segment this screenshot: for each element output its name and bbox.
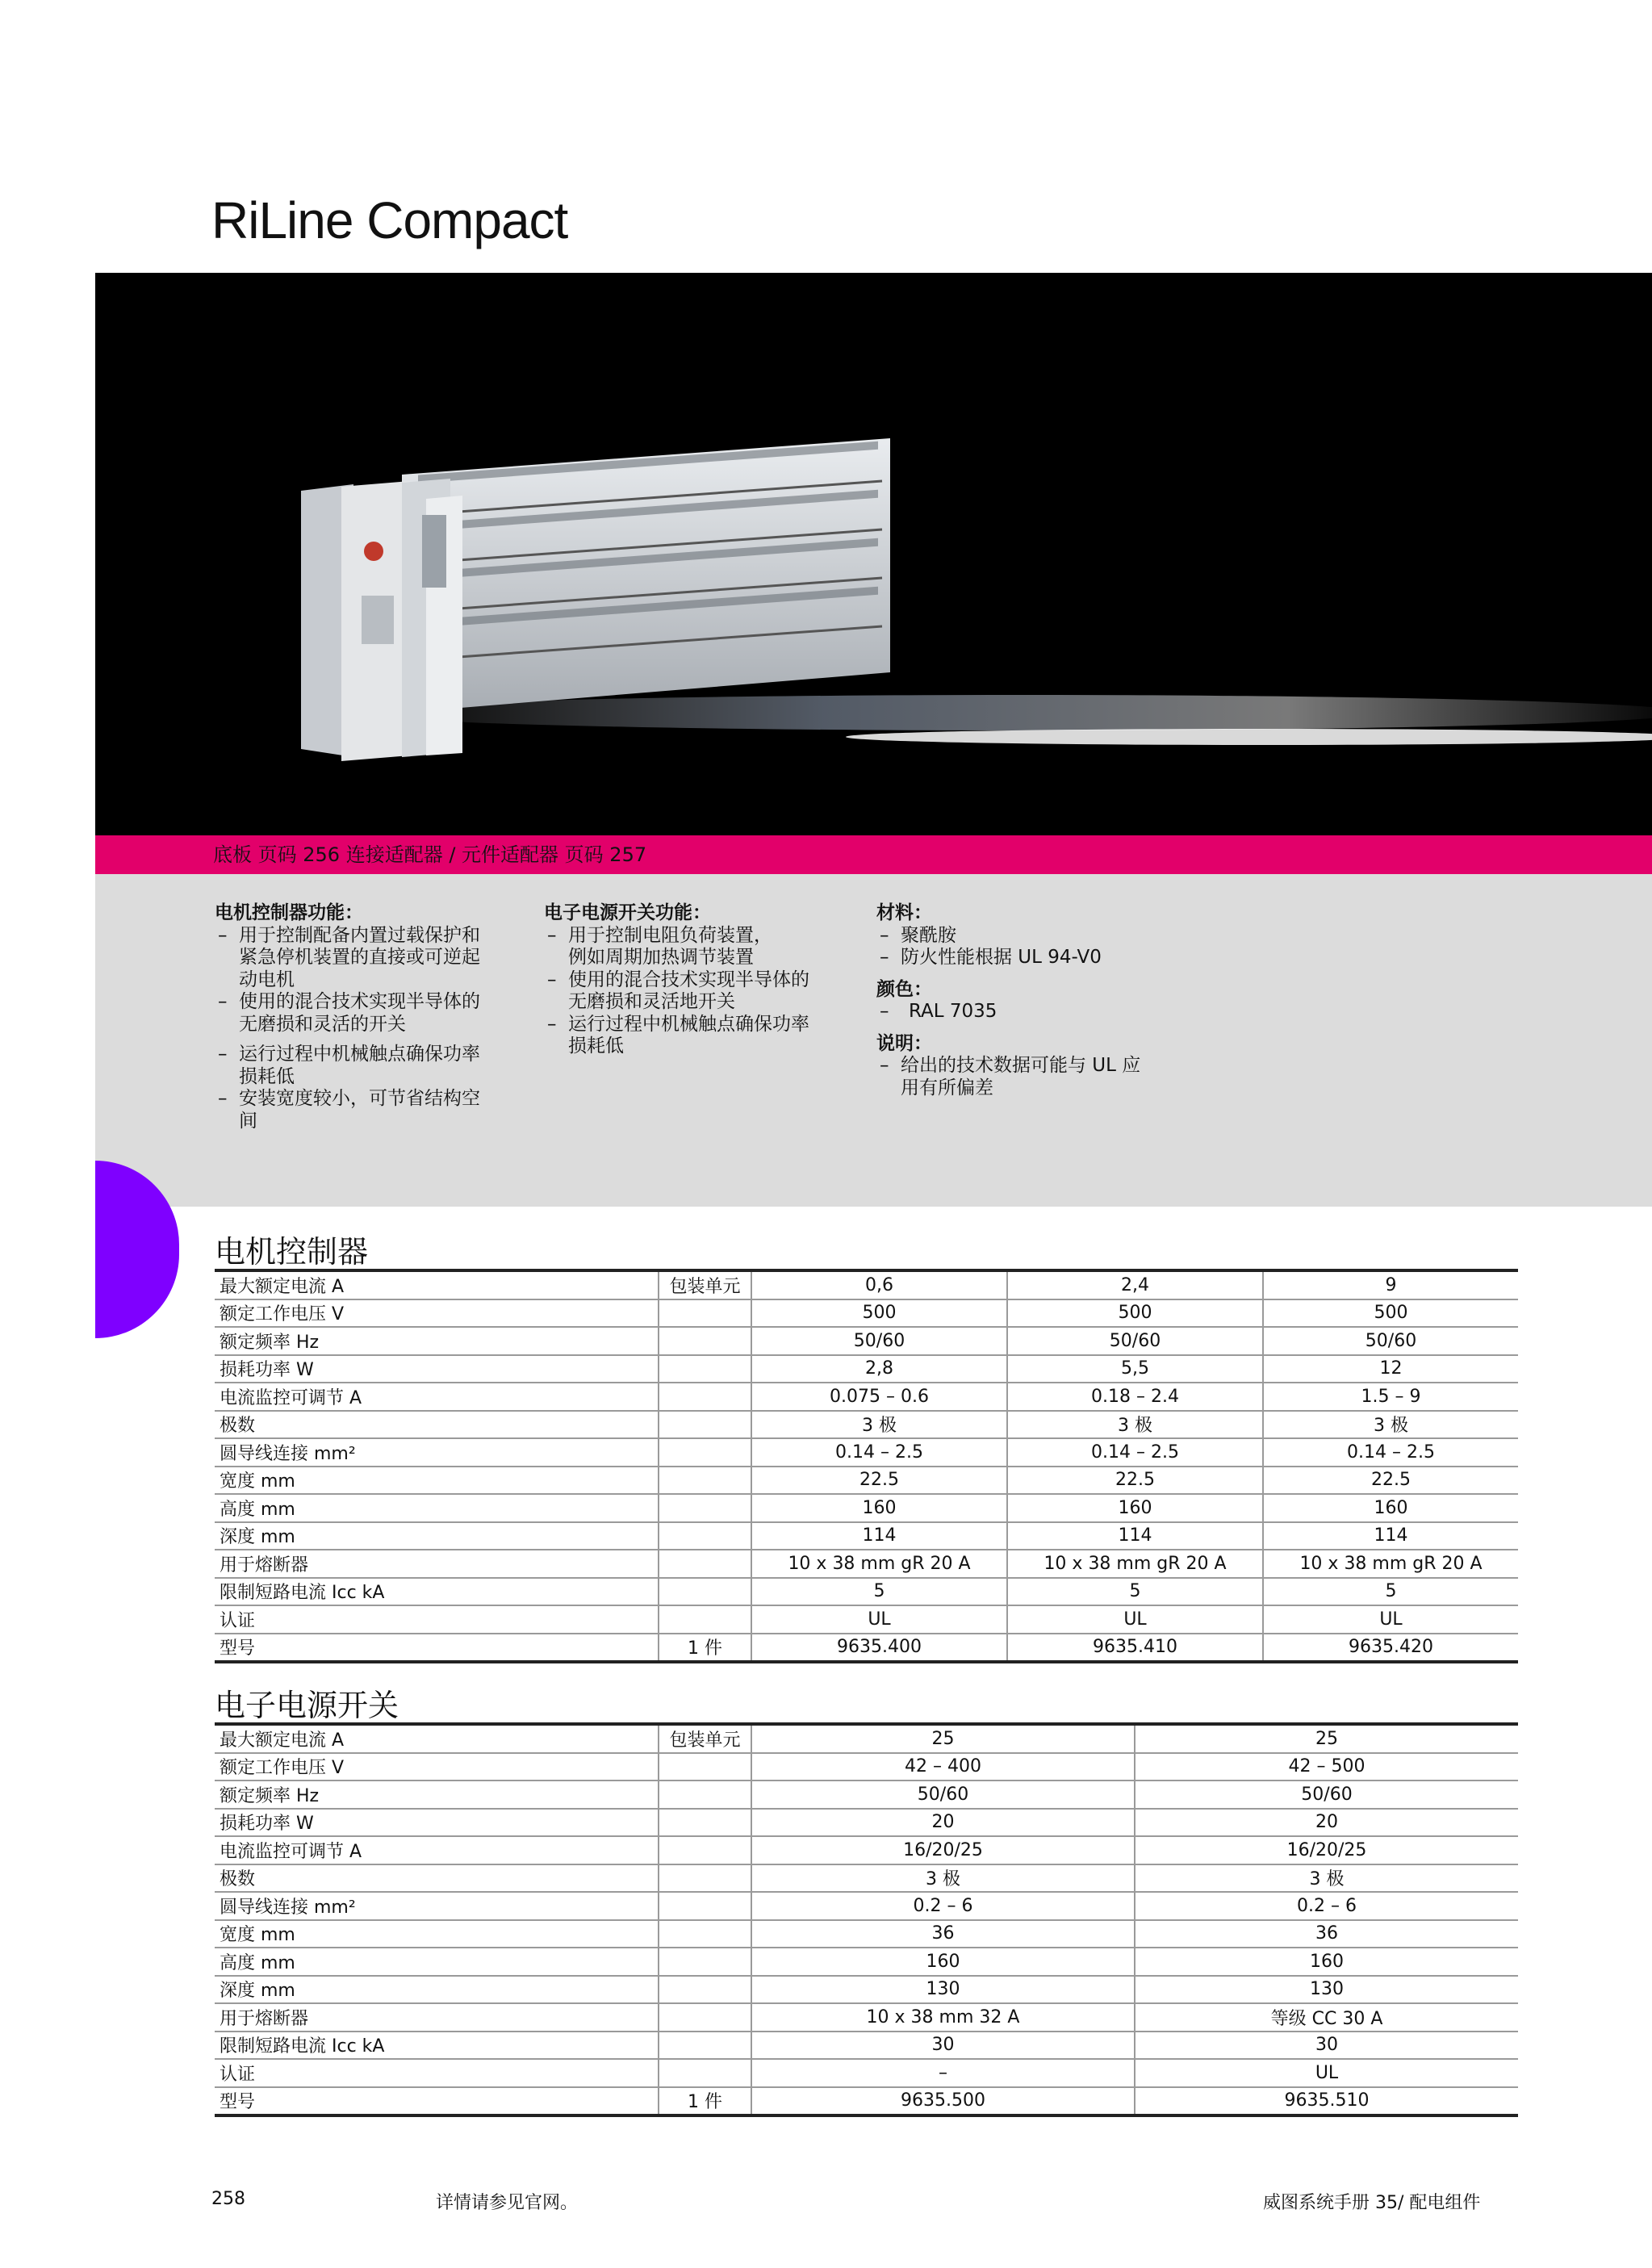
value-cell: 50/60 — [1007, 1327, 1263, 1355]
row-label: 用于熔断器 — [215, 2003, 659, 2032]
row-label: 高度 mm — [215, 1494, 659, 1522]
value-cell: 30 — [751, 2032, 1135, 2060]
value-cell: 10 x 38 mm gR 20 A — [1263, 1550, 1518, 1578]
value-cell: 5,5 — [1007, 1355, 1263, 1383]
pack-unit-cell — [659, 1299, 751, 1328]
row-label: 深度 mm — [215, 1522, 659, 1550]
row-label: 损耗功率 W — [215, 1355, 659, 1383]
value-cell: 0.075 – 0.6 — [751, 1383, 1007, 1411]
power-feature-item: – 运行过程中机械触点确保功率 损耗低 — [544, 1014, 851, 1058]
value-cell: 130 — [1135, 1976, 1518, 2004]
table-row — [215, 1411, 1518, 1439]
table-row — [215, 1355, 1518, 1383]
table-row — [215, 1724, 1518, 1753]
pack-unit-cell — [659, 1605, 751, 1634]
value-cell: 1.5 – 9 — [1263, 1383, 1518, 1411]
value-cell: 9635.420 — [1263, 1634, 1518, 1663]
value-cell: 42 – 400 — [751, 1753, 1135, 1781]
table-row — [215, 1809, 1518, 1837]
value-cell: 50/60 — [1135, 1781, 1518, 1809]
material-item: – 聚酰胺 — [876, 925, 1199, 948]
value-cell: 0.2 – 6 — [751, 1892, 1135, 1920]
value-cell: 16/20/25 — [751, 1836, 1135, 1864]
row-label: 最大额定电流 A — [215, 1724, 659, 1753]
cross-reference-band: 底板 页码 256 连接适配器 / 元件适配器 页码 257 — [95, 835, 1652, 874]
value-cell: 9635.410 — [1007, 1634, 1263, 1663]
value-cell: 160 — [751, 1494, 1007, 1522]
value-cell: UL — [1007, 1605, 1263, 1634]
value-cell: 5 — [1263, 1578, 1518, 1606]
pack-unit-cell — [659, 1892, 751, 1920]
pack-unit-cell — [659, 1467, 751, 1495]
table-row — [215, 1781, 1518, 1809]
value-cell: 等级 CC 30 A — [1135, 2003, 1518, 2032]
value-cell: 3 极 — [1135, 1864, 1518, 1893]
value-cell: 500 — [1263, 1299, 1518, 1328]
table-row — [215, 1383, 1518, 1411]
power-features-heading: 电子电源开关功能： — [544, 902, 711, 923]
pack-unit-cell — [659, 1836, 751, 1864]
value-cell: 30 — [1135, 2032, 1518, 2060]
row-label: 最大额定电流 A — [215, 1270, 659, 1299]
pack-unit-cell — [659, 1494, 751, 1522]
table-row — [215, 1494, 1518, 1522]
pack-unit-cell — [659, 1327, 751, 1355]
pack-unit-cell — [659, 1920, 751, 1948]
value-cell: 12 — [1263, 1355, 1518, 1383]
value-cell: 22.5 — [1263, 1467, 1518, 1495]
value-cell: 0.18 – 2.4 — [1007, 1383, 1263, 1411]
value-cell: 10 x 38 mm gR 20 A — [751, 1550, 1007, 1578]
table-row — [215, 2003, 1518, 2032]
table-row — [215, 1976, 1518, 2004]
table-row — [215, 2032, 1518, 2060]
value-cell: 16/20/25 — [1135, 1836, 1518, 1864]
value-cell: 22.5 — [1007, 1467, 1263, 1495]
pack-unit-cell — [659, 1976, 751, 2004]
value-cell: 3 极 — [751, 1411, 1007, 1439]
pack-unit-cell — [659, 1948, 751, 1976]
table-row — [215, 1270, 1518, 1299]
pack-unit-cell — [659, 1355, 751, 1383]
value-cell: 25 — [1135, 1724, 1518, 1753]
table-row — [215, 2059, 1518, 2087]
value-cell: 50/60 — [751, 1327, 1007, 1355]
value-cell: 160 — [1007, 1494, 1263, 1522]
table-row — [215, 1605, 1518, 1634]
row-label: 圆导线连接 mm² — [215, 1892, 659, 1920]
table-row — [215, 1467, 1518, 1495]
table-row — [215, 1522, 1518, 1550]
motor-feature-item: – 用于控制配备内置过载保护和 紧急停机装置的直接或可逆起 动电机 — [215, 925, 521, 992]
table-row — [215, 1920, 1518, 1948]
table-row — [215, 1438, 1518, 1467]
row-label: 认证 — [215, 2059, 659, 2087]
material-info — [876, 902, 1199, 1099]
row-label: 深度 mm — [215, 1976, 659, 2004]
value-cell: 42 – 500 — [1135, 1753, 1518, 1781]
table-row — [215, 1634, 1518, 1663]
motor-features-heading: 电机控制器功能： — [215, 902, 363, 923]
product-photo — [95, 273, 1652, 835]
value-cell: 160 — [1263, 1494, 1518, 1522]
row-label: 圆导线连接 mm² — [215, 1438, 659, 1467]
value-cell: 5 — [751, 1578, 1007, 1606]
value-cell: 0.14 – 2.5 — [1007, 1438, 1263, 1467]
pack-unit-cell — [659, 1522, 751, 1550]
value-cell: 130 — [751, 1976, 1135, 2004]
table-row — [215, 1550, 1518, 1578]
row-label: 型号 — [215, 1634, 659, 1663]
value-cell: 114 — [1007, 1522, 1263, 1550]
power-feature-item: – 使用的混合技术实现半导体的 无磨损和灵活地开关 — [544, 969, 851, 1014]
pack-unit-cell — [659, 1753, 751, 1781]
table-row — [215, 1753, 1518, 1781]
value-cell: 10 x 38 mm 32 A — [751, 2003, 1135, 2032]
row-label: 限制短路电流 Icc kA — [215, 2032, 659, 2060]
pack-unit-cell — [659, 2032, 751, 2060]
value-cell: 0,6 — [751, 1270, 1007, 1299]
value-cell: 36 — [751, 1920, 1135, 1948]
pack-unit-cell — [659, 1781, 751, 1809]
value-cell: 5 — [1007, 1578, 1263, 1606]
value-cell: 2,8 — [751, 1355, 1007, 1383]
row-label: 损耗功率 W — [215, 1809, 659, 1837]
table-row — [215, 1948, 1518, 1976]
footer-note: 详情请参见官网。 — [436, 2193, 579, 2213]
value-cell: UL — [751, 1605, 1007, 1634]
value-cell: 9635.500 — [751, 2087, 1135, 2116]
row-label: 电流监控可调节 A — [215, 1836, 659, 1864]
row-label: 认证 — [215, 1605, 659, 1634]
value-cell: 160 — [1135, 1948, 1518, 1976]
power-spec-table — [215, 1722, 1518, 2117]
power-features — [544, 902, 851, 1058]
value-cell: 160 — [751, 1948, 1135, 1976]
value-cell: 114 — [751, 1522, 1007, 1550]
row-label: 宽度 mm — [215, 1920, 659, 1948]
value-cell: 3 极 — [1007, 1411, 1263, 1439]
value-cell: 10 x 38 mm gR 20 A — [1007, 1550, 1263, 1578]
pack-unit-cell — [659, 1411, 751, 1439]
note-item: – 给出的技术数据可能与 UL 应 用有所偏差 — [876, 1055, 1199, 1099]
pack-unit-cell — [659, 1550, 751, 1578]
motor-feature-item: – 安装宽度较小，可节省结构空 间 — [215, 1088, 521, 1132]
motor-table-heading: 电机控制器 — [215, 1234, 369, 1270]
color-item: – RAL 7035 — [876, 1001, 1199, 1023]
row-label: 限制短路电流 Icc kA — [215, 1578, 659, 1606]
value-cell: UL — [1263, 1605, 1518, 1634]
footer-catalog: 威图系统手册 35/ 配电组件 — [1263, 2193, 1481, 2213]
pack-unit-cell: 包装单元 — [659, 1724, 751, 1753]
value-cell: 3 极 — [751, 1864, 1135, 1893]
pack-unit-cell — [659, 1383, 751, 1411]
pack-unit-cell — [659, 1438, 751, 1467]
page-number: 258 — [211, 2189, 245, 2209]
value-cell: 500 — [1007, 1299, 1263, 1328]
table-row — [215, 1892, 1518, 1920]
table-row — [215, 2087, 1518, 2116]
row-label: 极数 — [215, 1864, 659, 1893]
material-heading: 材料： — [876, 902, 932, 923]
table-row — [215, 1836, 1518, 1864]
motor-spec-table — [215, 1269, 1518, 1663]
value-cell: 3 极 — [1263, 1411, 1518, 1439]
value-cell: 20 — [751, 1809, 1135, 1837]
pack-unit-cell: 1 件 — [659, 2087, 751, 2116]
value-cell: 22.5 — [751, 1467, 1007, 1495]
page-title: RiLine Compact — [211, 191, 568, 249]
row-label: 额定工作电压 V — [215, 1753, 659, 1781]
pack-unit-cell — [659, 1809, 751, 1837]
value-cell: – — [751, 2059, 1135, 2087]
motor-features — [215, 902, 521, 1132]
row-label: 宽度 mm — [215, 1467, 659, 1495]
value-cell: 0.14 – 2.5 — [751, 1438, 1007, 1467]
pack-unit-cell: 包装单元 — [659, 1270, 751, 1299]
value-cell: UL — [1135, 2059, 1518, 2087]
row-label: 高度 mm — [215, 1948, 659, 1976]
row-label: 额定工作电压 V — [215, 1299, 659, 1328]
row-label: 额定频率 Hz — [215, 1327, 659, 1355]
value-cell: 25 — [751, 1724, 1135, 1753]
pack-unit-cell — [659, 2003, 751, 2032]
power-table-heading: 电子电源开关 — [215, 1688, 399, 1723]
value-cell: 9 — [1263, 1270, 1518, 1299]
power-feature-item: – 用于控制电阻负荷装置， 例如周期加热调节装置 — [544, 925, 851, 969]
value-cell: 9635.400 — [751, 1634, 1007, 1663]
value-cell: 500 — [751, 1299, 1007, 1328]
material-item: – 防火性能根据 UL 94-V0 — [876, 947, 1199, 969]
motor-feature-item: – 运行过程中机械触点确保功率 损耗低 — [215, 1044, 521, 1088]
table-row — [215, 1299, 1518, 1328]
pack-unit-cell — [659, 2059, 751, 2087]
pack-unit-cell — [659, 1578, 751, 1606]
row-label: 型号 — [215, 2087, 659, 2116]
table-row — [215, 1864, 1518, 1893]
value-cell: 2,4 — [1007, 1270, 1263, 1299]
table-row — [215, 1327, 1518, 1355]
table-row — [215, 1578, 1518, 1606]
pack-unit-cell — [659, 1864, 751, 1893]
value-cell: 0.2 – 6 — [1135, 1892, 1518, 1920]
value-cell: 50/60 — [1263, 1327, 1518, 1355]
pack-unit-cell: 1 件 — [659, 1634, 751, 1663]
row-label: 电流监控可调节 A — [215, 1383, 659, 1411]
value-cell: 114 — [1263, 1522, 1518, 1550]
row-label: 极数 — [215, 1411, 659, 1439]
row-label: 用于熔断器 — [215, 1550, 659, 1578]
value-cell: 36 — [1135, 1920, 1518, 1948]
note-heading: 说明： — [876, 1032, 932, 1054]
color-heading: 颜色： — [876, 978, 932, 1000]
value-cell: 9635.510 — [1135, 2087, 1518, 2116]
row-label: 额定频率 Hz — [215, 1781, 659, 1809]
value-cell: 50/60 — [751, 1781, 1135, 1809]
value-cell: 20 — [1135, 1809, 1518, 1837]
motor-feature-item: – 使用的混合技术实现半导体的 无磨损和灵活的开关 — [215, 991, 521, 1036]
value-cell: 0.14 – 2.5 — [1263, 1438, 1518, 1467]
